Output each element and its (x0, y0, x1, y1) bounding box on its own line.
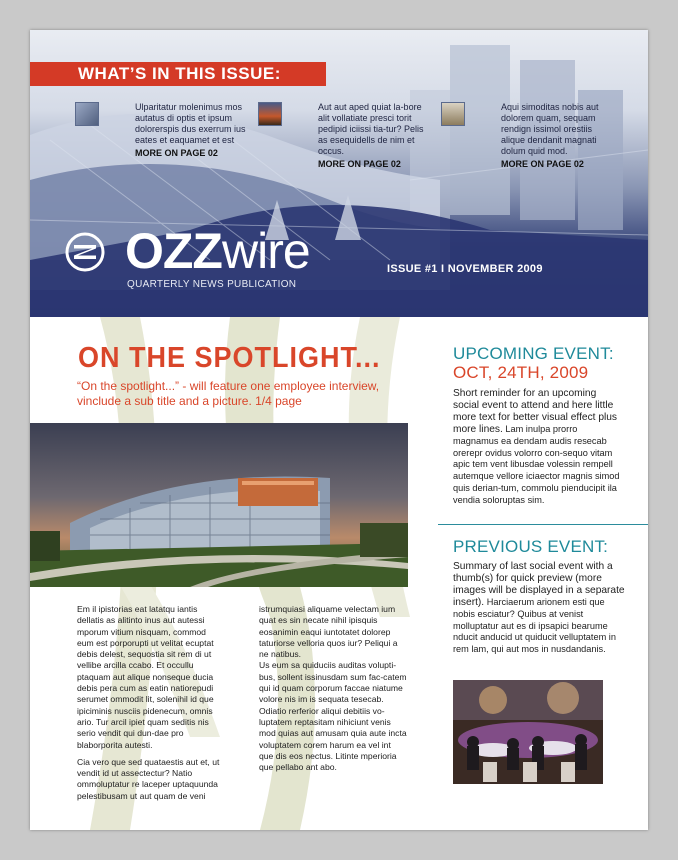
masthead (30, 30, 648, 317)
section-divider (438, 524, 648, 525)
issue-info: ISSUE #1 I NOVEMBER 2009 (387, 263, 543, 275)
newsletter-page (30, 30, 648, 830)
building-photo (30, 423, 408, 587)
more-link[interactable]: MORE ON PAGE 02 (318, 159, 401, 169)
upcoming-event-label: UPCOMING EVENT: (453, 344, 614, 363)
spotlight-subtitle: “On the spotlight...” - will feature one employee interview, vinclude a sub title and a picture. 1/4 page (77, 379, 380, 408)
previous-event-text (453, 561, 625, 656)
teaser-text: Aut aut aped quiat la-bore alit vollatiate presci torit pedipid iciissi tia-tur? Pelis as esequidells de nim et occus. MORE ON PAGE 02 (318, 102, 434, 170)
whats-in-this-issue-banner: WHAT’S IN THIS ISSUE: (30, 62, 326, 86)
previous-event-rest: Harciaerum arionem esti que nobis esciatur? Quibus at venist molluptatur aut es di ipsapici bearume nducit anducid ut quiducit velluptatem in rem lam, qui aut mos in nusdandanis. (453, 597, 616, 655)
body-paragraph: Us eum sa quiduciis auditas volupti-bus, sollent issinusdam sum fac-catem qui id quam corporum faccae niatume volore nis im is sequata tesecab. (259, 660, 407, 705)
teaser-thumbnail[interactable] (441, 102, 465, 126)
previous-event-lead: Summary of last social event with a thumb(s) for quick preview (more images will be displayed in a separate insert). (453, 561, 625, 608)
body-paragraph: Em il ipistorias eat latatqu iantis dellatis as alitinto inus aut autessi mporum vitium nisquam, commod eum est porporupti ut velitat ecuptat debis delest, sequostia sit rem di ut vellibe arcilla ccabo. Et occullu ptaquam aut alique nonseque ducia debis pera cum as eatin natiorepudi serumet ommodit lit, solenihil id que ipiciminis nusciis pidenecum, omnis ario. Tur arcil ipiet quam seditis nis serio vendit qui dun-dae pro blaborporita autesti. (77, 604, 214, 750)
ozzwire-logo-icon (65, 232, 105, 272)
upcoming-event-rest: Lam inulpa prorro magnamus ea dendam audis resecab orerepr ovidus volorro con-sequo vitam apic tem vent libusdae volessin rempell autemque vellore iciaector magnis simod quis derian-tum, commolu pienducipit ila vendia soloruptas sim. (453, 424, 620, 505)
body-paragraph: Cia vero que sed quataestis aut et, ut vendit id ut assectectur? Natio ommoluptatur re laceper uptaquunda pelestibusam ut aut quam de veni (77, 756, 220, 801)
more-link[interactable]: MORE ON PAGE 02 (501, 159, 584, 169)
publication-subtitle: QUARTERLY NEWS PUBLICATION (127, 279, 297, 290)
publication-title: OZZwire (125, 223, 310, 279)
teaser-text: Ulparitatur molenimus mos autatus di optis et ipsum dolorerspis dus exerrum ius eates et eaquamet et est MORE ON PAGE 02 (135, 102, 251, 159)
previous-event-heading: PREVIOUS EVENT: (453, 537, 609, 556)
teaser-thumbnail[interactable] (75, 102, 99, 126)
body-paragraph: Odiatio rerferior aliqui debitiis vo-luptatem reptasitam nihiciunt venis mod quias aut amusam quia aute incta voluptatem corem harum ea vel int que dis eos nectus. Litinte mperioria que pellabo ant abo. (259, 705, 407, 773)
teaser-text: Aqui simoditas nobis aut dolorem quam, sequam rendign issimol orestiis alique dendanit magnati dolum quid mod. MORE ON PAGE 02 (501, 102, 617, 170)
spotlight-body-column-1 (77, 604, 225, 808)
more-link[interactable]: MORE ON PAGE 02 (135, 148, 218, 158)
spotlight-title: ON THE SPOTLIGHT... (78, 342, 381, 374)
spotlight-body-column-2 (259, 604, 407, 779)
upcoming-event-date: OCT, 24TH, 2009 (453, 363, 589, 382)
body-paragraph: istrumquiasi aliquame velectam ium quat es sin necate nihil ipisquis eosanimin eaqui iuntotatet dolorep taturiorse velloria quos iur? Peliqui a ne natibus. (259, 604, 398, 660)
upcoming-event-text (453, 388, 625, 506)
upcoming-event-heading (453, 344, 633, 382)
upcoming-event-lead: Short reminder for an upcoming social event to attend and here little more text for better visual effect plus more lines. (453, 388, 618, 435)
previous-event-photo[interactable] (453, 680, 603, 784)
teaser-thumbnail[interactable] (258, 102, 282, 126)
